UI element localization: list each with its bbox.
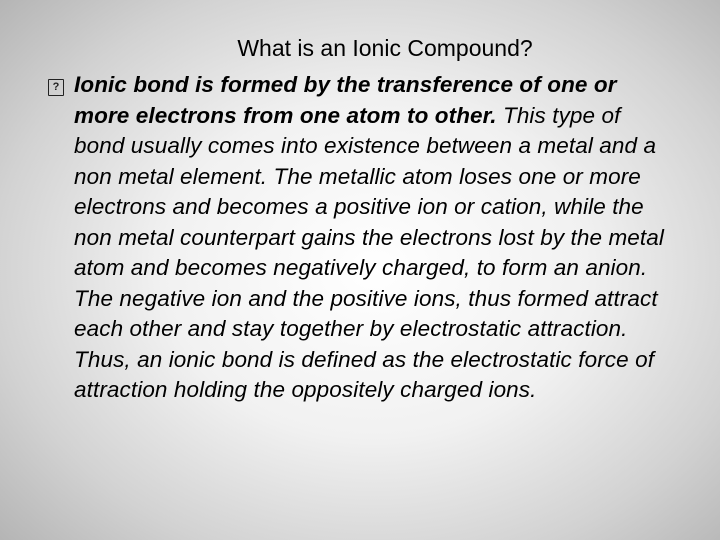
slide-title: What is an Ionic Compound? (237, 35, 533, 61)
bullet-paragraph (74, 70, 666, 406)
bullet-icon: ? (48, 79, 64, 96)
body-explanation: This type of bond usually comes into existence between a metal and a non metal element. The metallic atom loses one or more electrons and becomes a positive ion or cation, while the non metal counterpart gains the electrons lost by the metal atom and becomes negatively charged, to form an anion. The negative ion and the positive ions, thus formed attract each other and stay together by electrostatic attraction. Thus, an ionic bond is defined as the electrostatic force of attraction holding the oppositely charged ions. (74, 102, 664, 402)
bold-definition: Ionic bond is formed by the transference of one or more electrons from one atom to other. (74, 72, 617, 128)
